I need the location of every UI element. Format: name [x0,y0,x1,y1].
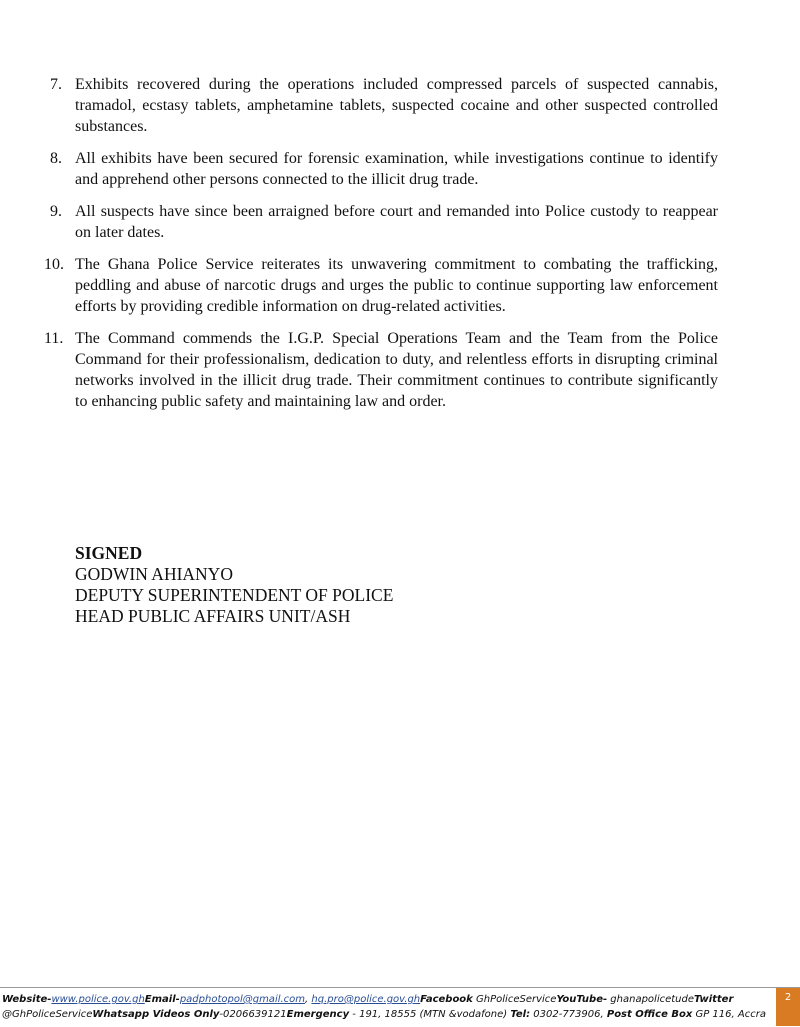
youtube-handle: ghanapolicetude [607,994,695,1005]
list-item [0,148,800,190]
pobox-label: Post Office Box [606,1009,693,1020]
facebook-label: Facebook [420,994,473,1005]
pobox-address: GP 116, Accra [692,1009,766,1020]
item-text: The Command commends the I.G.P. Special Operations Team and the Team from the Police Command for their professionalism, dedication to duty, and relentless efforts in disrupting criminal networks involved in the illicit drug trade. Their commitment continues to contribute significantly to enhancing public safety and maintaining law and order. [75,330,718,410]
signature-heading: SIGNED [75,543,143,563]
numbered-list [0,74,800,423]
list-item [0,74,800,137]
emergency-label: Emergency [286,1009,350,1020]
email-link-primary[interactable]: padphotopol@gmail.com [179,994,306,1005]
item-text: All suspects have since been arraigned before court and remanded into Police custody to reappear on later dates. [75,203,718,241]
signature-block [75,543,393,627]
whatsapp-label: Whatsapp Videos Only [92,1009,220,1020]
signatory-rank: DEPUTY SUPERINTENDENT OF POLICE [75,585,394,605]
list-item [0,201,800,243]
item-number: 8. [50,150,62,167]
facebook-handle: GhPoliceService [472,994,557,1005]
twitter-label: Twitter [694,994,734,1005]
item-text: The Ghana Police Service reiterates its unwavering commitment to combating the trafficking, peddling and abuse of narcotic drugs and urges the public to continue supporting law enforcement efforts by providing credible information on drug-related activities. [75,256,718,315]
item-number: 10. [44,256,64,273]
emergency-numbers: - 191, 18555 (MTN &vodafone) [349,1009,511,1020]
list-item [0,254,800,317]
email-label: Email- [144,994,180,1005]
page-number: 2 [784,992,792,1003]
item-number: 7. [50,76,62,93]
page-footer [0,987,800,1027]
list-item [0,328,800,412]
whatsapp-number: -0206639121 [219,1009,287,1020]
item-text: All exhibits have been secured for forensic examination, while investigations continue to identify and apprehend other persons connected to the illicit drug trade. [75,150,718,188]
youtube-label: YouTube- [556,994,608,1005]
website-link[interactable]: www.police.gov.gh [51,994,145,1005]
email-link-secondary[interactable]: hq.pro@police.gov.gh [311,994,421,1005]
signatory-unit: HEAD PUBLIC AFFAIRS UNIT/ASH [75,606,351,626]
website-label: Website- [2,994,52,1005]
footer-contact-info [2,992,767,1022]
tel-number: 0302-773906, [530,1009,607,1020]
item-number: 9. [50,203,62,220]
twitter-handle: @GhPoliceService [2,1009,93,1020]
item-number: 11. [44,330,64,347]
signatory-name: GODWIN AHIANYO [75,564,233,584]
tel-label: Tel: [510,1009,531,1020]
page-number-badge [776,988,800,1026]
email-separator: , [305,994,312,1005]
item-text: Exhibits recovered during the operations included compressed parcels of suspected cannabis, tramadol, ecstasy tablets, amphetamine tablets, suspected cocaine and other suspected controlled substances. [75,76,718,135]
